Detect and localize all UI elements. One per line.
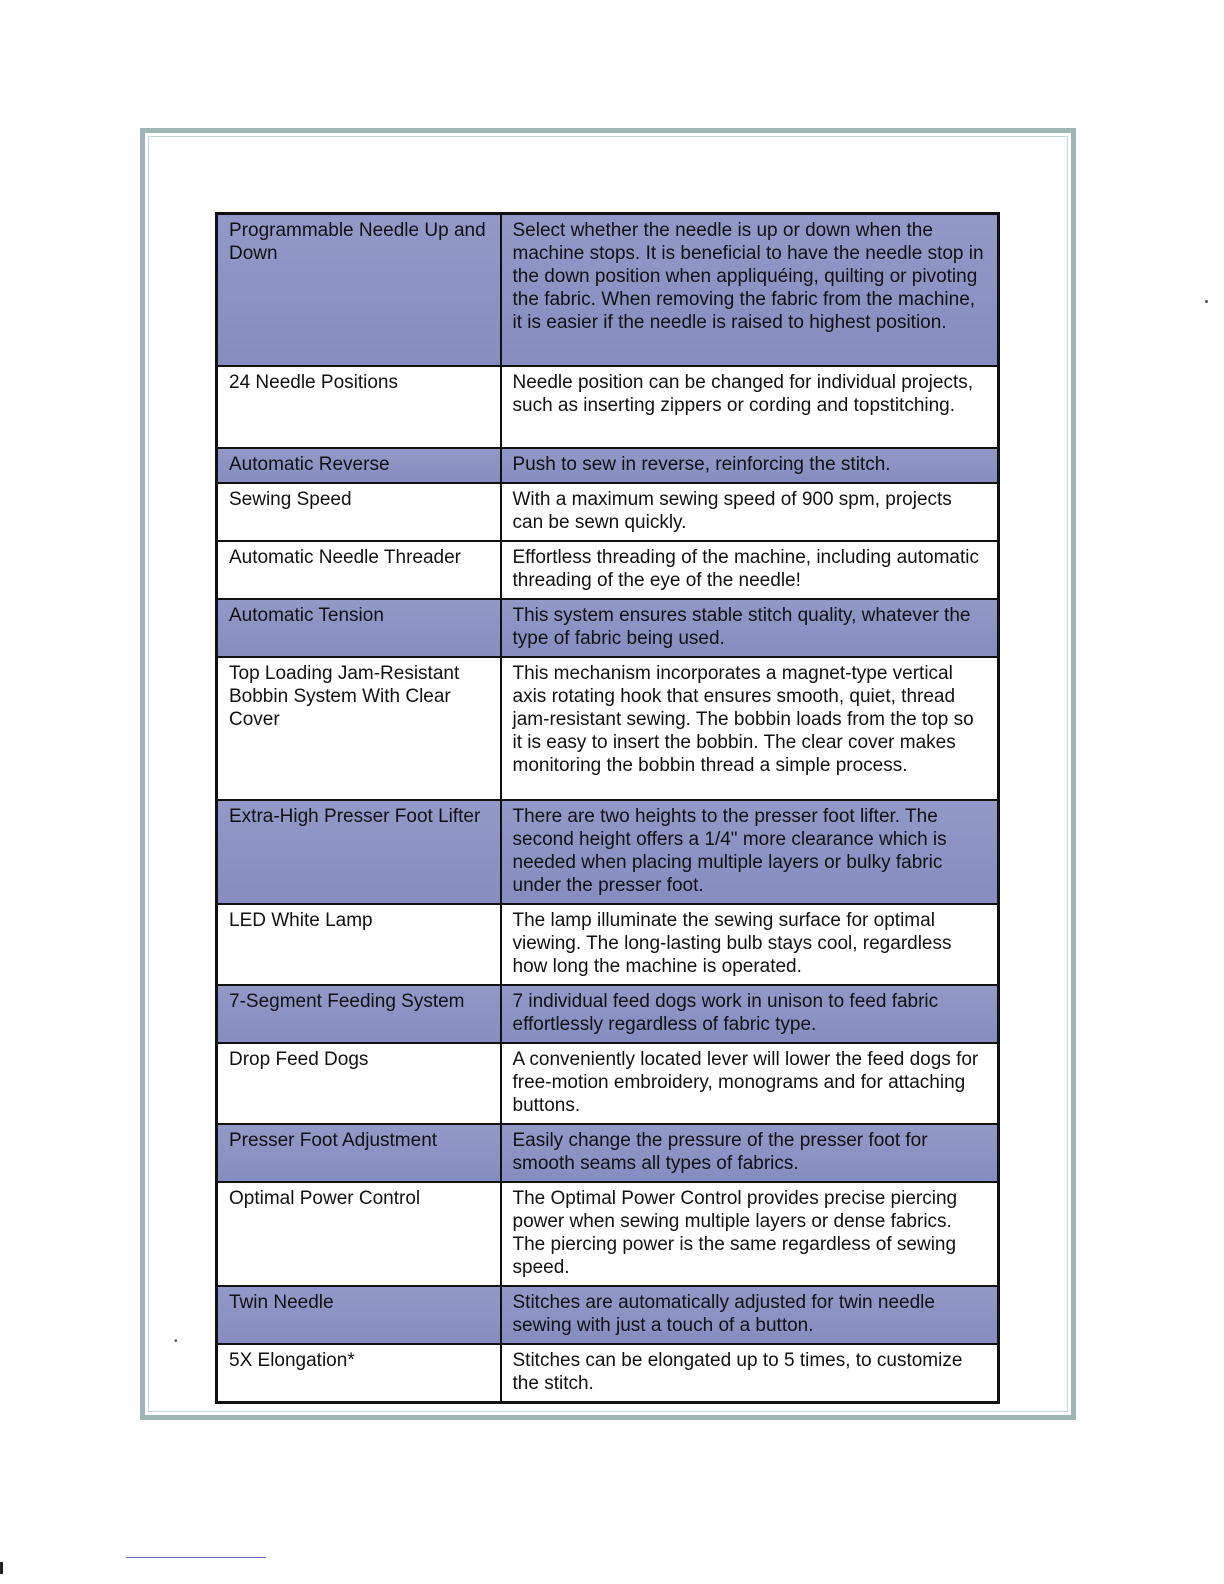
features-table-body	[217, 214, 999, 1403]
feature-description: This mechanism incorporates a magnet-type vertical axis rotating hook that ensures smooth, quiet, thread jam-resistant sewing. The bobbin loads from the top so it is easy to insert the bobbin. The clear cover makes monitoring the bobbin thread a simple process.	[501, 657, 999, 800]
scan-speck: •	[174, 1336, 178, 1347]
feature-description: Select whether the needle is up or down when the machine stops. It is beneficial to have the needle stop in the down position when appliquéing, quilting or pivoting the fabric. When removing the fabric from the machine, it is easier if the needle is raised to highest position.	[501, 214, 999, 366]
feature-description: There are two heights to the presser foot lifter. The second height offers a 1/4" more clearance which is needed when placing multiple layers or bulky fabric under the presser foot.	[501, 800, 999, 904]
feature-name: 24 Needle Positions	[217, 366, 501, 448]
table-row	[217, 448, 999, 483]
feature-name: 7-Segment Feeding System	[217, 985, 501, 1043]
feature-description: The lamp illuminate the sewing surface for optimal viewing. The long-lasting bulb stays cool, regardless how long the machine is operated.	[501, 904, 999, 985]
feature-description: 7 individual feed dogs work in unison to feed fabric effortlessly regardless of fabric type.	[501, 985, 999, 1043]
scan-dot	[1205, 300, 1208, 303]
feature-description: Needle position can be changed for individual projects, such as inserting zippers or cording and topstitching.	[501, 366, 999, 448]
feature-name: Automatic Needle Threader	[217, 541, 501, 599]
feature-description: Stitches are automatically adjusted for twin needle sewing with just a touch of a button.	[501, 1286, 999, 1344]
feature-name: Top Loading Jam-Resistant Bobbin System With Clear Cover	[217, 657, 501, 800]
feature-name: Presser Foot Adjustment	[217, 1124, 501, 1182]
table-row	[217, 800, 999, 904]
feature-name: LED White Lamp	[217, 904, 501, 985]
table-row	[217, 483, 999, 541]
feature-name: Programmable Needle Up and Down	[217, 214, 501, 366]
feature-description: A conveniently located lever will lower the feed dogs for free-motion embroidery, monograms and for attaching buttons.	[501, 1043, 999, 1124]
feature-description: Stitches can be elongated up to 5 times, to customize the stitch.	[501, 1344, 999, 1403]
feature-description: With a maximum sewing speed of 900 spm, projects can be sewn quickly.	[501, 483, 999, 541]
feature-description: Effortless threading of the machine, including automatic threading of the eye of the needle!	[501, 541, 999, 599]
table-row	[217, 657, 999, 800]
feature-name: Automatic Reverse	[217, 448, 501, 483]
features-table	[215, 212, 1000, 1404]
table-row	[217, 599, 999, 657]
footer-rule	[126, 1557, 266, 1558]
feature-name: 5X Elongation*	[217, 1344, 501, 1403]
table-row	[217, 1182, 999, 1286]
feature-name: Optimal Power Control	[217, 1182, 501, 1286]
feature-name: Drop Feed Dogs	[217, 1043, 501, 1124]
table-row	[217, 366, 999, 448]
table-row	[217, 541, 999, 599]
feature-description: Push to sew in reverse, reinforcing the stitch.	[501, 448, 999, 483]
table-row	[217, 1043, 999, 1124]
table-row	[217, 1286, 999, 1344]
table-row	[217, 1124, 999, 1182]
feature-description: This system ensures stable stitch quality, whatever the type of fabric being used.	[501, 599, 999, 657]
table-row	[217, 1344, 999, 1403]
table-row	[217, 214, 999, 366]
feature-name: Automatic Tension	[217, 599, 501, 657]
feature-description: Easily change the pressure of the presser foot for smooth seams all types of fabrics.	[501, 1124, 999, 1182]
feature-name: Twin Needle	[217, 1286, 501, 1344]
feature-name: Extra-High Presser Foot Lifter	[217, 800, 501, 904]
table-row	[217, 904, 999, 985]
table-row	[217, 985, 999, 1043]
feature-name: Sewing Speed	[217, 483, 501, 541]
corner-mark	[0, 1562, 3, 1574]
feature-description: The Optimal Power Control provides precise piercing power when sewing multiple layers or dense fabrics. The piercing power is the same regardless of sewing speed.	[501, 1182, 999, 1286]
